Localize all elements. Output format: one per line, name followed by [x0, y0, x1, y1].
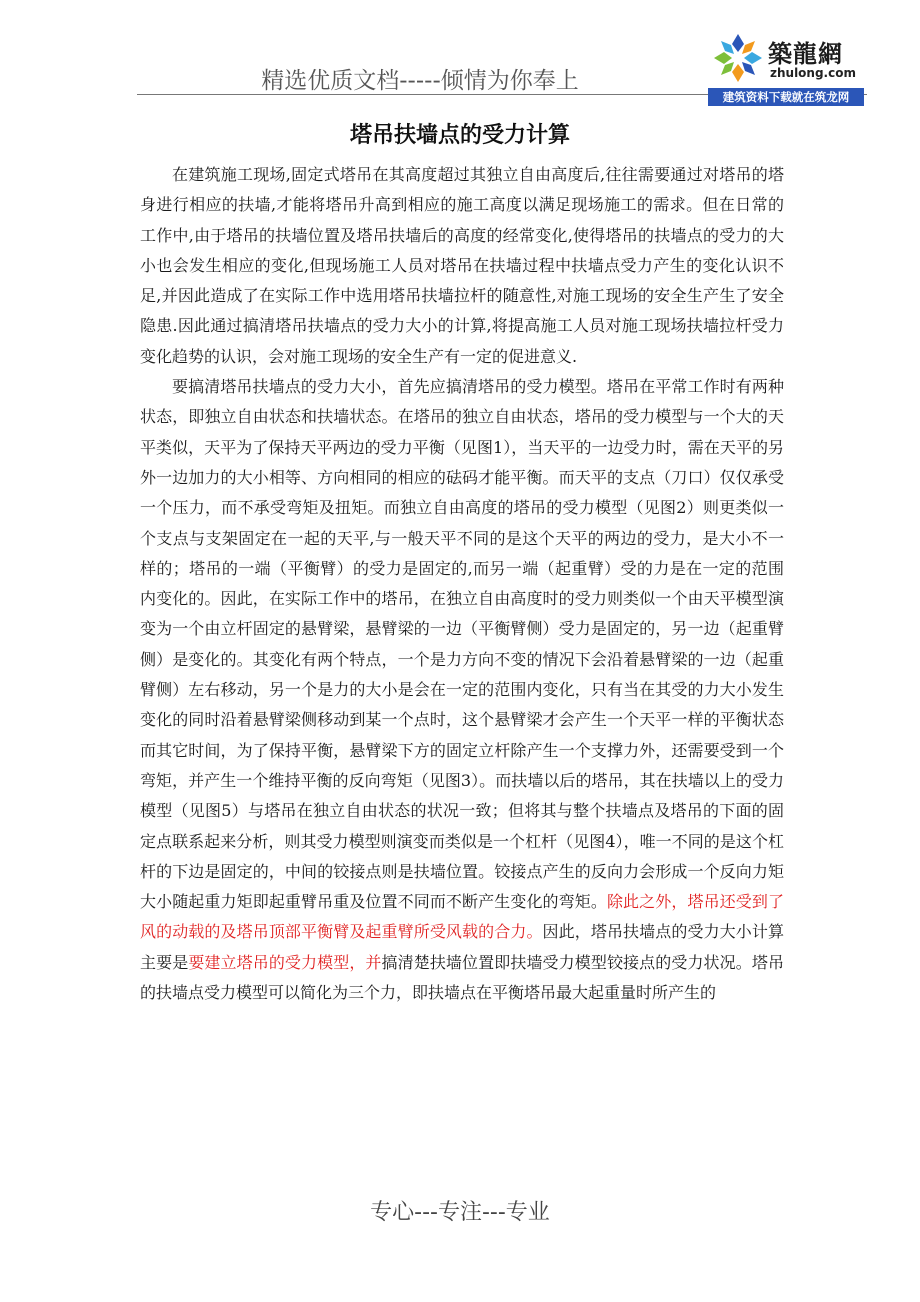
snowflake-logo-icon [712, 32, 764, 84]
logo-name: 築龍網 [768, 40, 843, 68]
document-body [140, 160, 784, 1008]
paragraph-intro: 在建筑施工现场,固定式塔吊在其高度超过其独立自由高度后,往往需要通过对塔吊的塔身进行相应的扶墙,才能将塔吊升高到相应的施工高度以满足现场施工的需求。但在日常的工作中,由于塔吊的扶墙位置及塔吊扶墙后的高度的经常变化,使得塔吊的扶墙点的受力的大小也会发生相应的变化,但现场施工人员对塔吊在扶墙过程中扶墙点受力产生的变化认识不足,并因此造成了在实际工作中选用塔吊扶墙拉杆的随意性,对施工现场的安全生产生了安全隐患.因此通过搞清塔吊扶墙点的受力大小的计算,将提高施工人员对施工现场扶墙拉杆受力变化趋势的认识，会对施工现场的安全生产有一定的促进意义. [140, 165, 784, 366]
highlighted-text-model: 要建立塔吊的受力模型，并 [188, 952, 382, 972]
zhulong-logo [704, 28, 864, 108]
paragraph-model [140, 372, 784, 1008]
logo-url: zhulong.com [770, 66, 856, 80]
page-header: 精选优质文档-----倾情为你奉上 [261, 68, 579, 94]
page-footer: 专心---专注---专业 [370, 1200, 550, 1225]
paragraph-text: 搞清楚扶墙位置即扶墙受力模型铰接点的受力状况。塔吊的扶墙点受力模型可以简化为三个力，即扶墙点在平衡塔吊最大起重量时所产生的 [140, 952, 784, 1003]
paragraph-text: 因此，塔吊扶墙点的受力大小计算主要是 [140, 922, 784, 972]
paragraph-text: 要搞清塔吊扶墙点的受力大小，首先应搞清塔吊的受力模型。塔吊在平常工作时有两种状态，即独立自由状态和扶墙状态。在塔吊的独立自由状态，塔吊的受力模型与一个大的天平类似，天平为了保持天平两边的受力平衡（见图1），当天平的一边受力时，需在天平的另外一边加力的大小相等、方向相同的相应的砝码才能平衡。而天平的支点（刀口）仅仅承受一个压力，而不承受弯矩及扭矩。而独立自由高度的塔吊的受力模型（见图2）则更类似一个支点与支架固定在一起的天平,与一般天平不同的是这个天平的两边的受力，是大小不一样的；塔吊的一端（平衡臂）的受力是固定的,而另一端（起重臂）受的力是在一定的范围内变化的。因此，在实际工作中的塔吊，在独立自由高度时的受力则类似一个由天平模型演变为一个由立杆固定的悬臂梁，悬臂梁的一边（平衡臂侧）受力是固定的，另一边（起重臂侧）是变化的。其变化有两个特点，一个是力方向不变的情况下会沿着悬臂梁的一边（起重臂侧）左右移动，另一个是力的大小是会在一定的范围内变化，只有当在其受的力大小发生变化的同时沿着悬臂梁侧移动到某一个点时，这个悬臂梁才会产生一个天平一样的平衡状态 而其它时间，为了保持平衡，悬臂梁下方的固定立杆除产生一个支撑力外，还需要受到一个弯矩，并产生一个维持平衡的反向弯矩（见图3）。而扶墙以后的塔吊，其在扶墙以上的受力模型（见图5）与塔吊在独立自由状态的状况一致；但将其与整个扶墙点及塔吊的下面的固定点联系起来分析，则其受力模型则演变而类似是一个杠杆（见图4），唯一不同的是这个杠杆的下边是固定的，中间的铰接点则是扶墙位置。铰接点产生的反向力会形成一个反向力矩大小随起重力矩即起重臂吊重及位置不同而不断产生变化的弯矩。 [140, 377, 784, 912]
document-title: 塔吊扶墙点的受力计算 [349, 123, 570, 148]
highlighted-text-wind-load: 除此之外，塔吊还受到了风的动载的及塔吊顶部平衡臂及起重臂所受风载的合力。 [140, 892, 784, 942]
logo-tagline: 建筑资料下载就在筑龙网 [708, 88, 864, 106]
